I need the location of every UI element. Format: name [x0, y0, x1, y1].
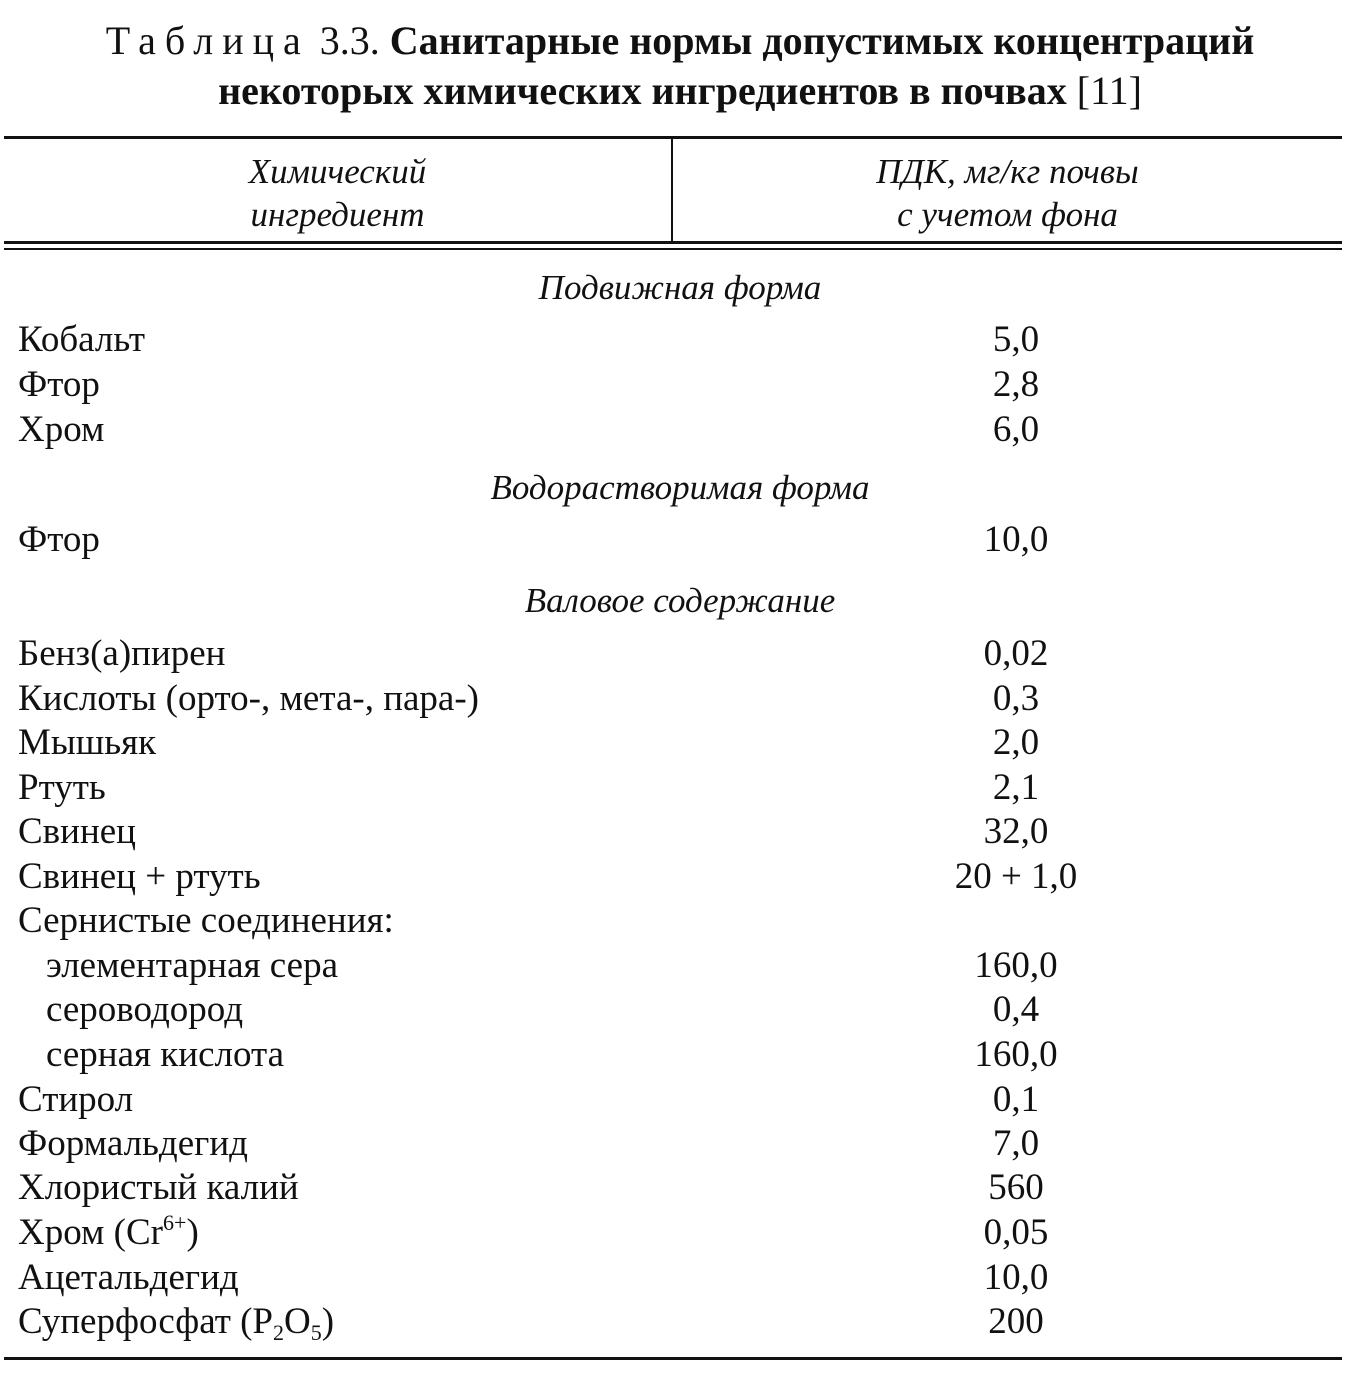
row-value: 2,0 [992, 722, 1040, 763]
row-ingredient-subscript-2: 5 [310, 1320, 322, 1345]
caption-line-2 [0, 66, 1360, 116]
row-ingredient: элементарная сера [46, 945, 338, 986]
table-row [0, 632, 1360, 676]
table-row [0, 855, 1360, 899]
row-ingredient: Фтор [18, 519, 100, 560]
section-total-content: Валовое содержание [524, 581, 836, 620]
row-ingredient: Формальдегид [18, 1123, 248, 1164]
row-ingredient-text-end: ) [186, 1212, 199, 1253]
table-row [0, 899, 1360, 943]
table-row [0, 1256, 1360, 1300]
table-row [0, 944, 1360, 988]
table-row [0, 677, 1360, 721]
row-value: 6,0 [992, 409, 1040, 450]
row-value: 32,0 [983, 811, 1049, 852]
header-pdk-line2: с учетом фона [897, 195, 1118, 234]
row-ingredient [18, 1300, 334, 1344]
table-row [0, 810, 1360, 854]
row-ingredient-superscript: 6+ [163, 1210, 187, 1235]
caption-ref: [11] [1076, 68, 1142, 113]
table-row [0, 1033, 1360, 1077]
row-ingredient: Кислоты (орто-, мета-, пара-) [18, 678, 479, 719]
caption-number: 3.3. [319, 18, 380, 63]
row-ingredient: Кобальт [18, 319, 146, 360]
row-value: 20 + 1,0 [954, 856, 1078, 897]
row-ingredient: Свинец [18, 811, 136, 852]
table-top-rule [4, 136, 1342, 139]
row-value: 7,0 [992, 1123, 1040, 1164]
table-row [0, 408, 1360, 452]
row-ingredient: Ртуть [18, 767, 106, 808]
row-value: 0,02 [983, 633, 1049, 674]
row-ingredient: Мышьяк [18, 722, 157, 763]
row-value: 0,1 [992, 1079, 1040, 1120]
table-row [0, 1211, 1360, 1255]
section-mobile-form: Подвижная форма [538, 268, 822, 307]
row-value: 160,0 [974, 945, 1058, 986]
row-value: 2,1 [992, 767, 1040, 808]
header-ingredient-line2: ингредиент [250, 195, 425, 234]
row-ingredient: Бенз(а)пирен [18, 633, 226, 674]
table-row [0, 363, 1360, 407]
table-row [0, 318, 1360, 362]
table-row [0, 1122, 1360, 1166]
row-value: 5,0 [992, 319, 1040, 360]
row-value: 0,05 [983, 1212, 1049, 1253]
row-value: 10,0 [983, 1257, 1049, 1298]
row-value: 200 [988, 1301, 1044, 1342]
table-caption [0, 16, 1360, 116]
row-ingredient: Фтор [18, 364, 100, 405]
row-ingredient: Хлористый калий [18, 1167, 299, 1208]
row-ingredient: Сернистые соединения: [18, 900, 394, 941]
row-value: 0,4 [992, 989, 1040, 1030]
table-row [0, 1300, 1360, 1344]
row-ingredient: Стирол [18, 1079, 134, 1120]
row-ingredient: сероводород [46, 989, 244, 1030]
header-bottom-rule-double [4, 248, 1342, 250]
table-row [0, 988, 1360, 1032]
table-row [0, 518, 1360, 562]
header-ingredient-line1: Химический [248, 152, 427, 191]
row-value: 160,0 [974, 1034, 1058, 1075]
row-ingredient: Ацетальдегид [18, 1257, 239, 1298]
row-value: 560 [988, 1167, 1044, 1208]
row-ingredient-subscript-1: 2 [273, 1320, 285, 1345]
caption-label: Таблица [105, 18, 310, 63]
header-pdk-line1: ПДК, мг/кг почвы [876, 152, 1139, 191]
row-ingredient-text: Хром (Cr [18, 1212, 164, 1253]
header-bottom-rule [4, 241, 1342, 244]
table-bottom-rule [4, 1357, 1342, 1360]
row-ingredient: серная кислота [46, 1034, 285, 1075]
table-row [0, 766, 1360, 810]
table-row [0, 721, 1360, 765]
table-row [0, 1166, 1360, 1210]
row-value: 0,3 [992, 678, 1040, 719]
row-ingredient-text-end: ) [321, 1301, 335, 1342]
caption-line-1 [0, 16, 1360, 66]
caption-title-line2: некоторых химических ингредиентов в почвах [218, 68, 1067, 113]
header-ingredient [4, 150, 671, 236]
table-row [0, 1078, 1360, 1122]
row-ingredient-text: Суперфосфат (P [18, 1301, 274, 1342]
row-ingredient: Хром [18, 409, 105, 450]
row-ingredient: Свинец + ртуть [18, 856, 261, 897]
header-pdk [673, 150, 1342, 236]
caption-title-line1: Санитарные нормы допустимых концентраций [389, 18, 1255, 63]
row-value: 10,0 [983, 519, 1049, 560]
section-water-soluble-form: Водорастворимая форма [490, 468, 870, 507]
row-ingredient-text-mid: O [284, 1301, 311, 1342]
row-ingredient [18, 1211, 199, 1255]
row-value: 2,8 [992, 364, 1040, 405]
